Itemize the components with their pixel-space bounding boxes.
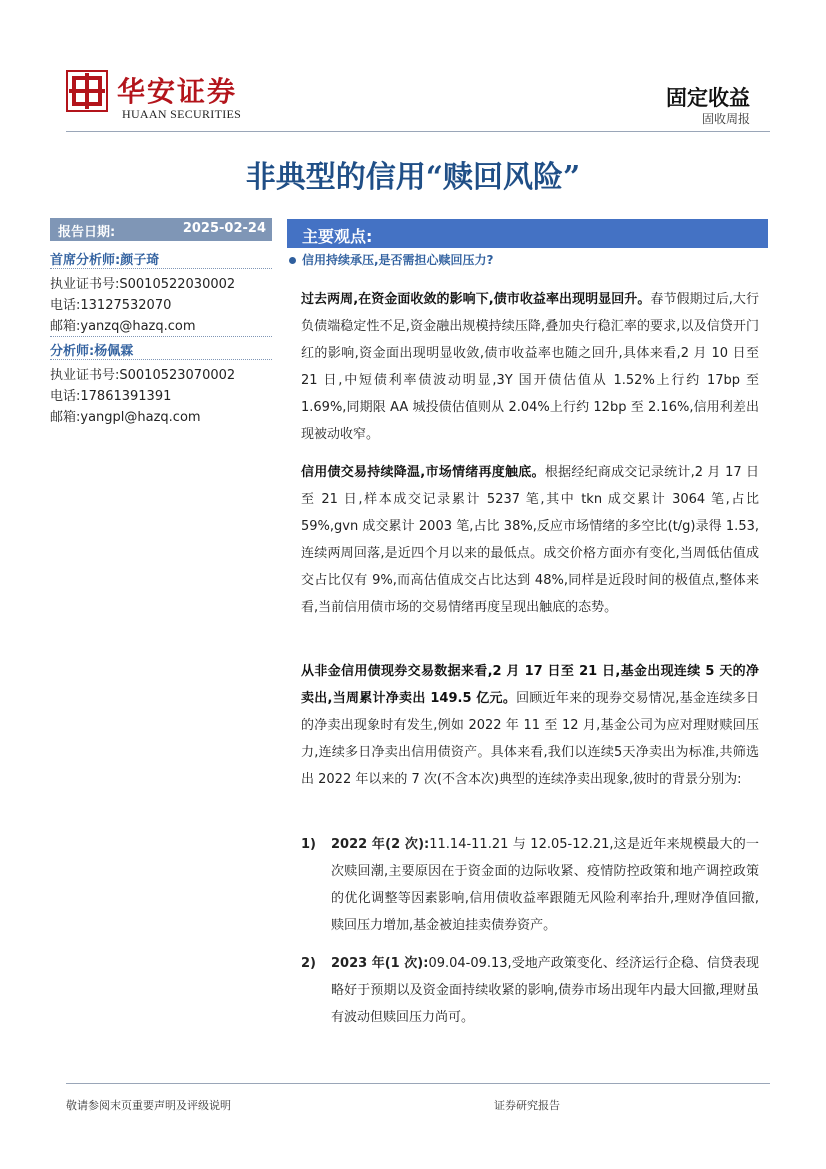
footer-report-type: 证券研究报告 [494,1099,560,1112]
paragraph-body: 根据经纪商成交记录统计,2 月 17 日至 21 日,样本成交记录累计 5237 笔,其中 tkn 成交累计 3064 笔,占比 59%,gvn 成交累计 2003 笔,占比 38%,反应市场情绪的多空比(t/g)录得 1.53,连续两周回落,是近四个月以来的最低点。成交价格方面亦有变化,当周低估值成交占比仅有 9%,而高估值成交占比达到 48%,同样是近段时间的极值点,整体来看,当前信用债市场的交易情绪再度呈现出触底的态势。 [301,465,759,615]
list-item [331,831,759,939]
report-date-label: 报告日期: [58,225,116,240]
analyst-role: 首席分析师:颜子琦 [50,253,160,268]
analyst-phone: 电话:17861391391 [50,389,172,404]
paragraph-body: 回顾近年来的现券交易情况,基金连续多日的净卖出现象时有发生,例如 2022 年 11 至 12 月,基金公司为应对理财赎回压力,连续多日净卖出信用债资产。具体来看,我们以连续5天净卖出为标准,共筛选出 2022 年以来的 7 次(不含本次)典型的连续净卖出现象,彼时的背景分别为: [301,691,759,787]
paragraph-lead: 从非金信用债现券交易数据来看,2 月 17 日至 21 日,基金出现连续 5 天的净卖出,当周累计净卖出 149.5 亿元。 [301,664,759,706]
sidebar-divider [50,336,272,337]
analyst-email[interactable]: 邮箱:yangpl@hazq.com [50,410,201,425]
document-title: 非典型的信用“赎回风险” [245,160,581,195]
bullet-icon [289,257,296,264]
paragraph [301,286,759,448]
analyst-email[interactable]: 邮箱:yanzq@hazq.com [50,319,196,334]
list-item-number: 2) [301,956,316,971]
analyst-role: 分析师:杨佩霖 [50,344,134,359]
key-points-title: 主要观点: [302,227,373,246]
brand-name-en: HUAAN SECURITIES [122,107,242,121]
list-item-number: 1) [301,837,316,852]
sidebar-divider [50,268,272,269]
footer-divider [66,1083,770,1084]
report-date-bar [50,218,272,241]
report-category: 固定收益 [666,86,750,110]
key-points-subtitle-text: 信用持续承压,是否需担心赎回压力? [302,253,494,267]
key-points-subtitle [287,251,494,268]
list-item-lead: 2023 年(1 次): [331,956,429,971]
paragraph-lead: 过去两周,在资金面收敛的影响下,债市收益率出现明显回升。 [301,292,651,307]
list-item-lead: 2022 年(2 次): [331,837,430,852]
list-item-body: 11.14-11.21 与 12.05-12.21,这是近年来规模最大的一次赎回潮,主要原因在于资金面的边际收紧、疫情防控政策和地产调控政策的优化调整等因素影响,信用债收益率跟随无风险利率抬升,理财净值回撤,赎回压力增加,基金被迫挂卖债券资产。 [331,837,759,933]
sidebar-divider [50,359,272,360]
list-item [331,950,759,1031]
analyst-phone: 电话:13127532070 [50,298,172,313]
footer-disclaimer: 敬请参阅末页重要声明及评级说明 [66,1099,231,1112]
paragraph [301,658,759,793]
huaan-logo-icon [66,70,108,112]
key-points-header [287,219,768,248]
analyst-license: 执业证书号:S0010522030002 [50,277,236,292]
analyst-license: 执业证书号:S0010523070002 [50,368,236,383]
list-item-body: 09.04-09.13,受地产政策变化、经济运行企稳、信贷表现略好于预期以及资金面持续收紧的影响,债券市场出现年内最大回撤,理财虽有波动但赎回压力尚可。 [331,956,759,1025]
paragraph [301,459,759,621]
header-divider [66,131,770,132]
report-date-value: 2025-02-24 [182,221,266,236]
paragraph-lead: 信用债交易持续降温,市场情绪再度触底。 [301,465,545,480]
report-subcategory: 固收周报 [701,112,750,126]
brand-name-cn: 华安证券 [117,75,238,108]
paragraph-body: 春节假期过后,大行负债端稳定性不足,资金融出规模持续压降,叠加央行稳汇率的要求,以及信贷开门红的影响,资金面出现明显收敛,债市收益率也随之回升,具体来看,2 月 10 日至 21 日,中短债利率债波动明显,3Y 国开债估值从 1.52%上行约 17bp 至 1.69%,同期限 AA 城投债估值则从 2.04%上行约 12bp 至 2.16%,信用利差出现被动收窄。 [301,292,759,442]
